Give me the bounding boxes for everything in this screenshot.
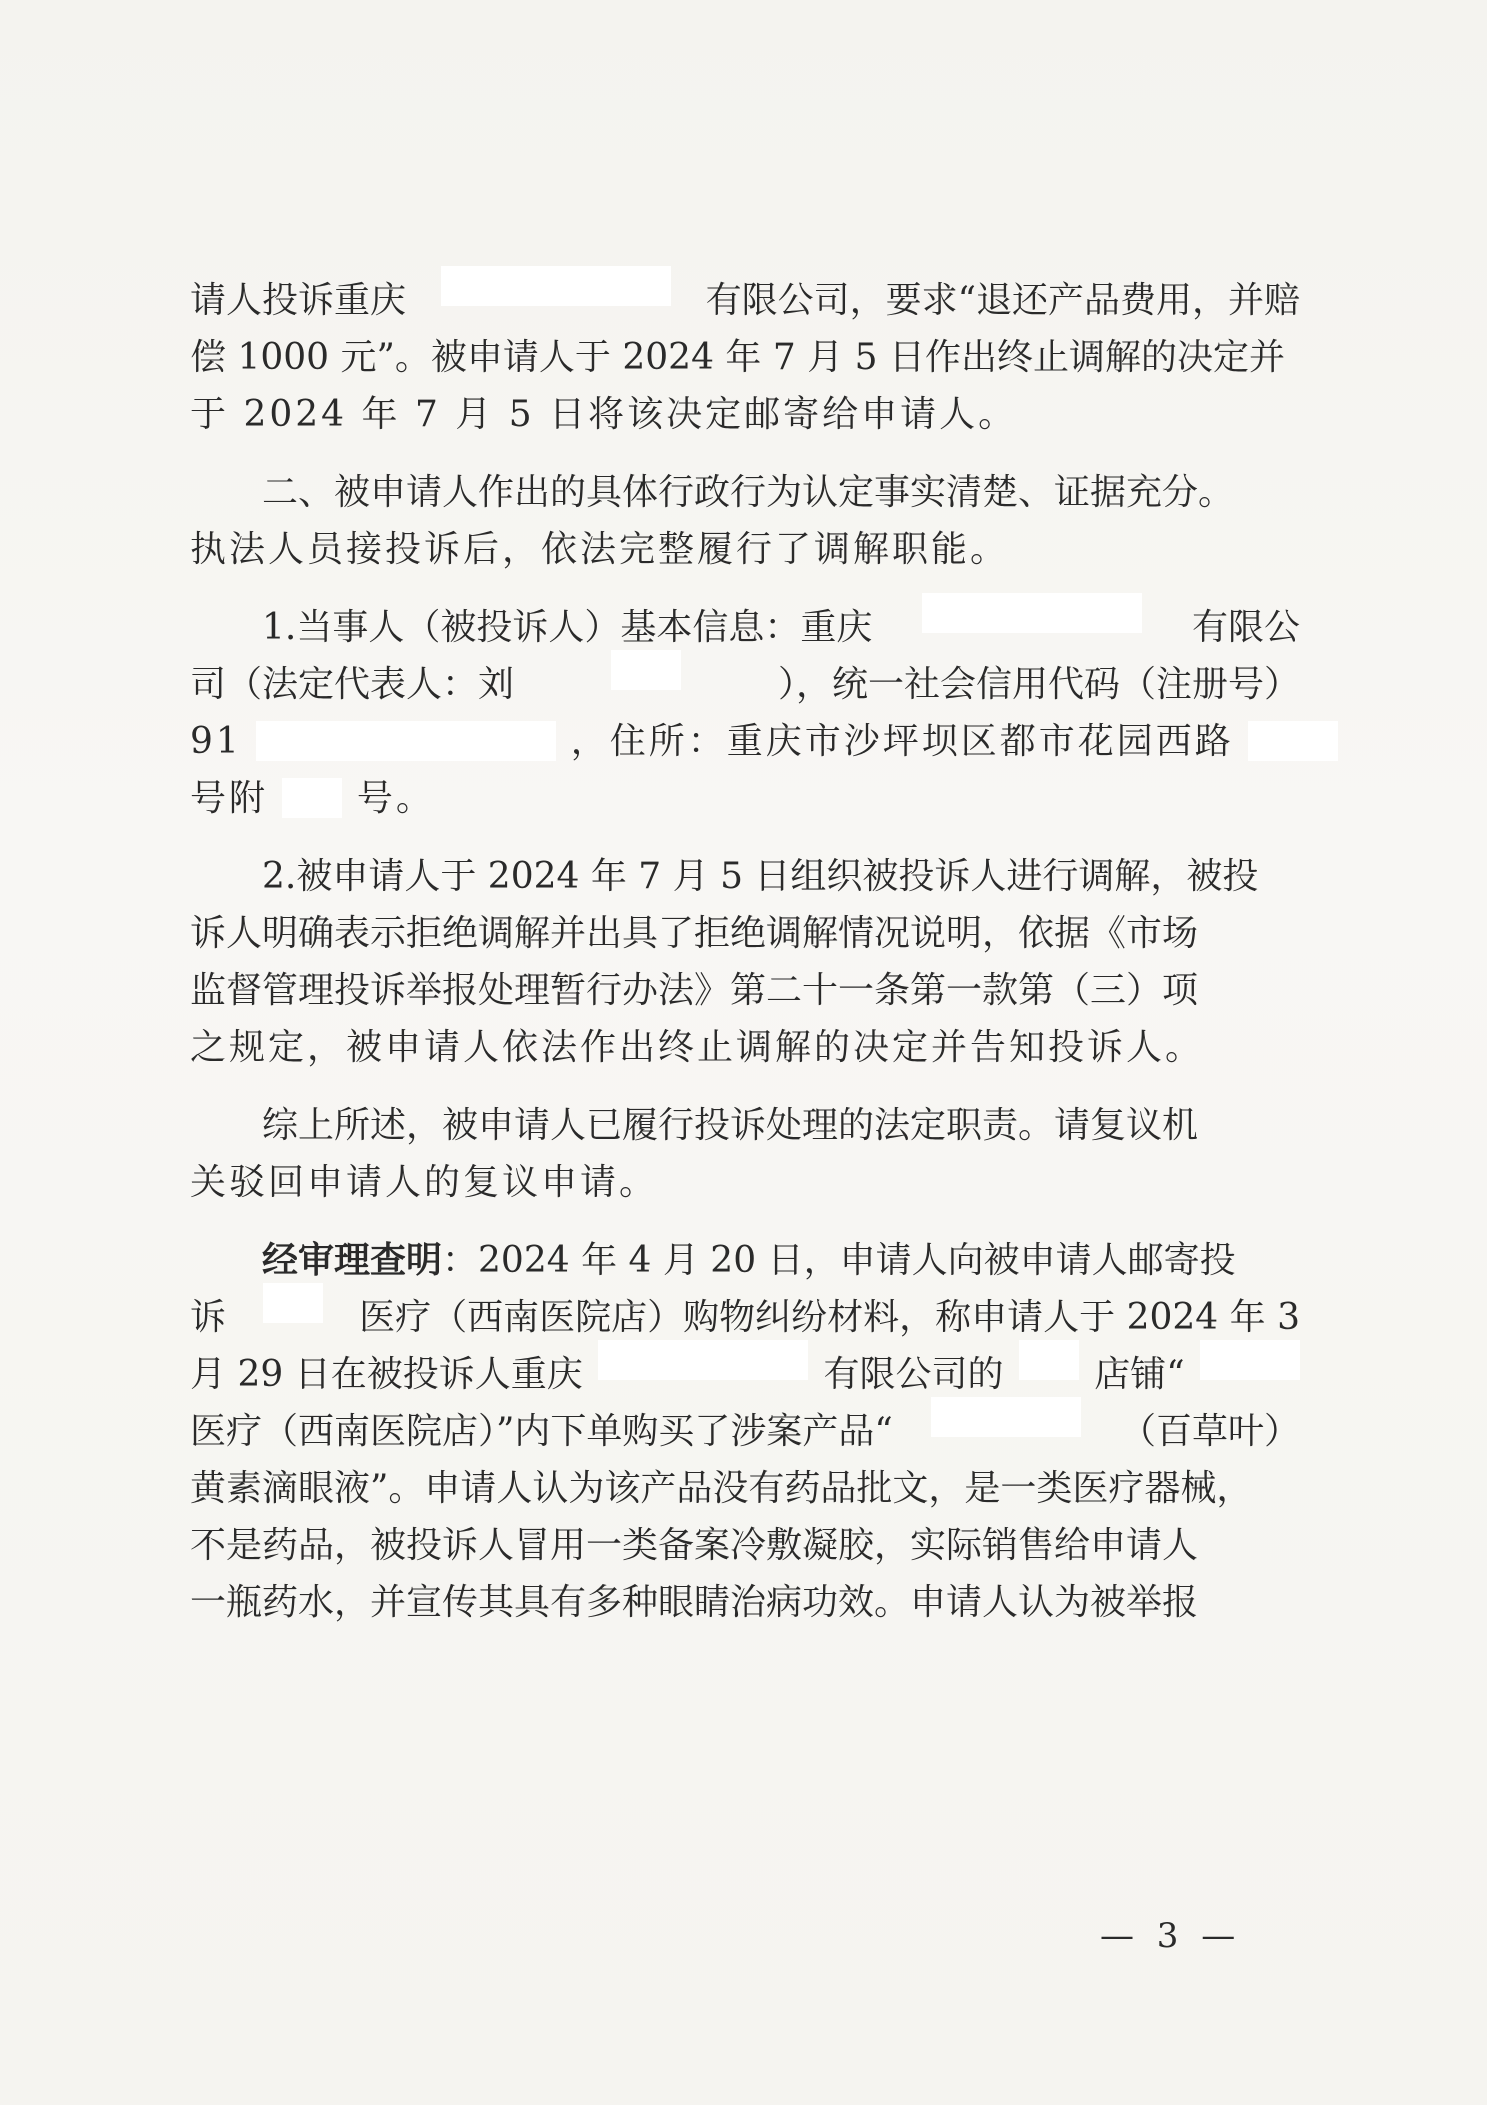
redaction-box bbox=[282, 778, 342, 818]
text-fragment: 不是药品，被投诉人冒用一类备案冷敷凝胶，实际销售给申请人 bbox=[190, 1525, 1199, 1566]
text-line-7 bbox=[190, 656, 1300, 713]
page-number: — 3 — bbox=[1100, 1916, 1242, 1956]
text-line-20 bbox=[190, 1460, 1300, 1517]
text-fragment: 请人投诉重庆 bbox=[190, 280, 407, 321]
redaction-box bbox=[1200, 1340, 1300, 1380]
text-fragment: 黄素滴眼液”。申请人认为该产品没有药品批文，是一类医疗器械， bbox=[190, 1468, 1253, 1509]
text-line-13 bbox=[190, 1019, 1300, 1076]
redaction-box bbox=[611, 650, 681, 690]
section-heading: 经审理查明 bbox=[262, 1239, 443, 1281]
text-line-14 bbox=[190, 1097, 1300, 1154]
text-fragment: ：2024 年 4 月 20 日，申请人向被申请人邮寄投 bbox=[442, 1240, 1236, 1281]
redaction-box bbox=[263, 1283, 323, 1323]
redaction-box bbox=[598, 1340, 808, 1380]
text-fragment: 一瓶药水，并宣传其具有多种眼睛治病功效。申请人认为被举报 bbox=[190, 1582, 1199, 1623]
redaction-box bbox=[1019, 1340, 1079, 1380]
text-line-18 bbox=[190, 1346, 1300, 1403]
text-fragment: 有限公司的 bbox=[823, 1354, 1004, 1395]
text-line-4 bbox=[190, 464, 1300, 521]
text-fragment: 医疗（西南医院店）购物纠纷材料，称申请人于 2024 年 3 bbox=[359, 1297, 1300, 1338]
text-fragment: 综上所述，被申请人已履行投诉处理的法定职责。请复议机 bbox=[262, 1105, 1199, 1146]
text-line-21 bbox=[190, 1517, 1300, 1574]
document-body bbox=[190, 272, 1300, 1631]
text-line-9 bbox=[190, 770, 1300, 827]
redaction-box bbox=[922, 593, 1142, 633]
text-line-15 bbox=[190, 1154, 1300, 1211]
text-fragment: 于 2024 年 7 月 5 日将该决定邮寄给申请人。 bbox=[190, 394, 1018, 435]
text-fragment: 司（法定代表人：刘 bbox=[190, 664, 515, 705]
text-fragment: 执法人员接投诉后，依法完整履行了调解职能。 bbox=[190, 529, 1010, 570]
text-line-22 bbox=[190, 1574, 1300, 1631]
text-fragment: 91 bbox=[190, 721, 242, 762]
text-line-10 bbox=[190, 848, 1300, 905]
text-fragment: 二、被申请人作出的具体行政行为认定事实清楚、证据充分。 bbox=[262, 472, 1235, 513]
text-fragment: 诉人明确表示拒绝调解并出具了拒绝调解情况说明，依据《市场 bbox=[190, 913, 1199, 954]
text-fragment: 关驳回申请人的复议申请。 bbox=[190, 1162, 659, 1203]
text-fragment: 2.被申请人于 2024 年 7 月 5 日组织被投诉人进行调解，被投 bbox=[262, 856, 1259, 897]
text-fragment: 号。 bbox=[356, 778, 435, 819]
text-fragment: （百草叶） bbox=[1119, 1411, 1300, 1452]
text-fragment: 之规定，被申请人依法作出终止调解的决定并告知投诉人。 bbox=[190, 1027, 1205, 1068]
redaction-box bbox=[931, 1397, 1081, 1437]
text-line-17 bbox=[190, 1289, 1300, 1346]
text-line-5 bbox=[190, 521, 1300, 578]
text-fragment: 号附 bbox=[190, 778, 269, 819]
text-fragment: 医疗（西南医院店）”内下单购买了涉案产品“ bbox=[190, 1411, 893, 1452]
text-fragment: ，住所：重庆市沙坪坝区都市花园西路 bbox=[570, 721, 1234, 762]
text-line-8 bbox=[190, 713, 1300, 770]
text-fragment: 有限公司，要求“退还产品费用，并赔 bbox=[705, 280, 1300, 321]
redaction-box bbox=[1248, 721, 1338, 761]
text-line-11 bbox=[190, 905, 1300, 962]
text-fragment: 月 29 日在被投诉人重庆 bbox=[190, 1354, 583, 1395]
text-fragment: 店铺“ bbox=[1094, 1354, 1185, 1395]
text-line-6 bbox=[190, 599, 1300, 656]
text-fragment: 监督管理投诉举报处理暂行办法》第二十一条第一款第（三）项 bbox=[190, 970, 1199, 1011]
redaction-box bbox=[441, 266, 671, 306]
redaction-box bbox=[256, 721, 556, 761]
text-line-1 bbox=[190, 272, 1300, 329]
text-fragment: ），统一社会信用代码（注册号） bbox=[777, 664, 1300, 705]
text-line-16 bbox=[190, 1232, 1300, 1289]
text-fragment: 诉 bbox=[190, 1297, 227, 1338]
text-line-2 bbox=[190, 329, 1300, 386]
text-fragment: 1.当事人（被投诉人）基本信息：重庆 bbox=[262, 607, 873, 648]
text-line-19 bbox=[190, 1403, 1300, 1460]
text-fragment: 有限公 bbox=[1191, 607, 1300, 648]
text-fragment: 偿 1000 元”。被申请人于 2024 年 7 月 5 日作出终止调解的决定并 bbox=[190, 337, 1285, 378]
text-line-3 bbox=[190, 386, 1300, 443]
text-line-12 bbox=[190, 962, 1300, 1019]
